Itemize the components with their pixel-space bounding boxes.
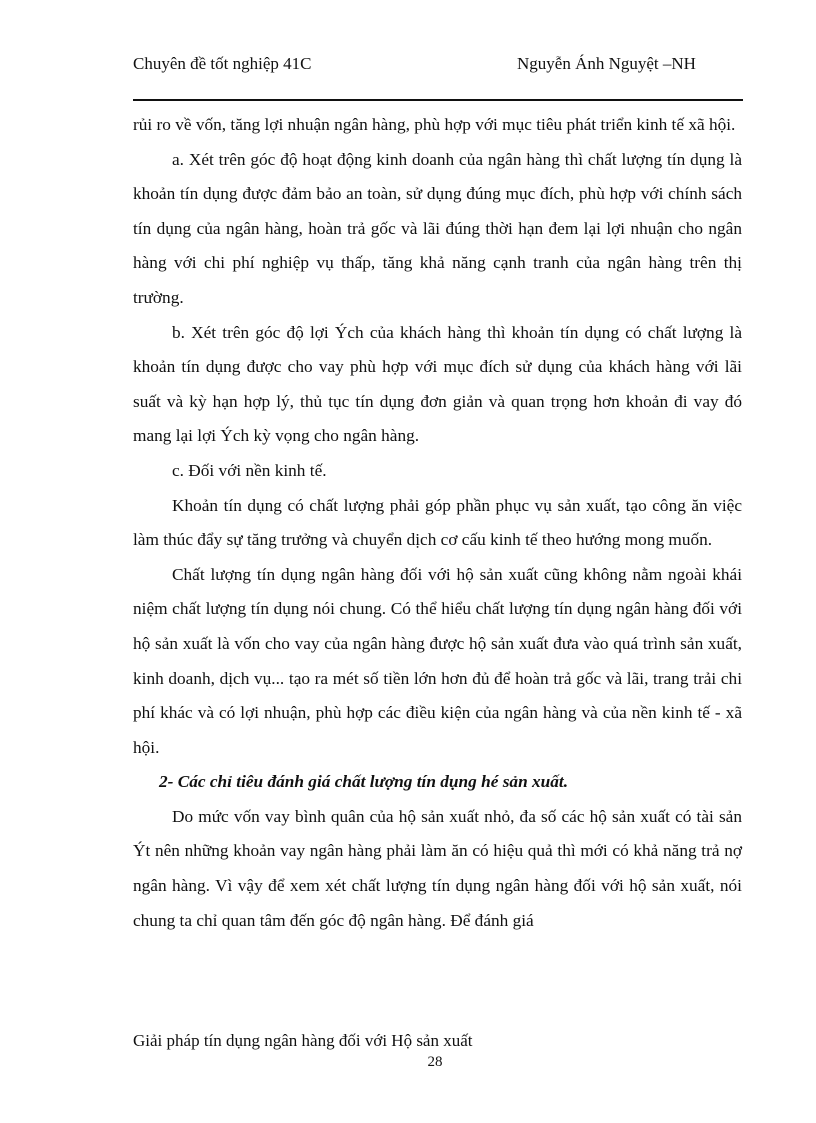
page-number: 28 <box>427 1054 443 1070</box>
header-author: Nguyễn Ánh Nguyệt –NH <box>517 54 696 73</box>
page-body <box>133 108 742 938</box>
page-header <box>133 52 743 100</box>
header-divider <box>133 99 743 101</box>
paragraph-household-quality: Chất lượng tín dụng ngân hàng đối với hộ sản xuất cũng không nằm ngoài khái niệm chất lượng tín dụng nói chung. Có thể hiểu chất lượng tín dụng ngân hàng đối với hộ sản xuất là vốn cho vay của ngân hàng được hộ sản xuất đưa vào quá trình sản xuất, kinh doanh, dịch vụ... tạo ra mét số tiền lớn hơn đủ để hoàn trả gốc và lãi, trang trải chi phí khác và có lợi nhuận, phù hợp các điều kiện của ngân hàng và của nền kinh tế - xã hội. <box>133 564 742 757</box>
paragraph-a: a. Xét trên góc độ hoạt động kinh doanh của ngân hàng thì chất lượng tín dụng là khoản tín dụng được đảm bảo an toàn, sử dụng đúng mục đích, phù hợp với chính sách tín dụng của ngân hàng, hoàn trả gốc và lãi đúng thời hạn đem lại lợi nhuận cho ngân hàng với chi phí nghiệp vụ thấp, tăng khả năng cạnh tranh của ngân hàng trên thị trường. <box>133 149 742 307</box>
footer-title: Giải pháp tín dụng ngân hàng đối với Hộ sản xuất <box>133 1031 473 1050</box>
paragraph-economy: Khoản tín dụng có chất lượng phải góp phần phục vụ sản xuất, tạo công ăn việc làm thúc đẩy sự tăng trưởng và chuyển dịch cơ cấu kinh tế theo hướng mong muốn. <box>133 495 742 550</box>
section-heading: 2- Các chỉ tiêu đánh giá chất lượng tín dụng hé sản xuất. <box>159 772 569 792</box>
paragraph-continuation: rủi ro về vốn, tăng lợi nhuận ngân hàng, phù hợp với mục tiêu phát triển kinh tế xã hội. <box>133 115 736 134</box>
paragraph-b: b. Xét trên góc độ lợi Ých của khách hàng thì khoản tín dụng có chất lượng là khoản tín dụng được cho vay phù hợp với mục đích sử dụng của khách hàng với lãi suất và kỳ hạn hợp lý, thủ tục tín dụng đơn giản và quan trọng hơn khoản đi vay đó mang lại lợi Ých kỳ vọng cho ngân hàng. <box>133 322 742 446</box>
header-document-type: Chuyên đề tốt nghiệp 41C <box>133 54 312 73</box>
paragraph-c: c. Đối với nền kinh tế. <box>172 460 327 480</box>
paragraph-indicators: Do mức vốn vay bình quân của hộ sản xuất nhỏ, đa số các hộ sản xuất có tài sản Ýt nên những khoản vay ngân hàng phải làm ăn có hiệu quả thì mới có khả năng trả nợ ngân hàng. Vì vậy để xem xét chất lượng tín dụng ngân hàng đối với hộ sản xuất, nói chung ta chỉ quan tâm đến góc độ ngân hàng. Để đánh giá <box>133 806 742 930</box>
